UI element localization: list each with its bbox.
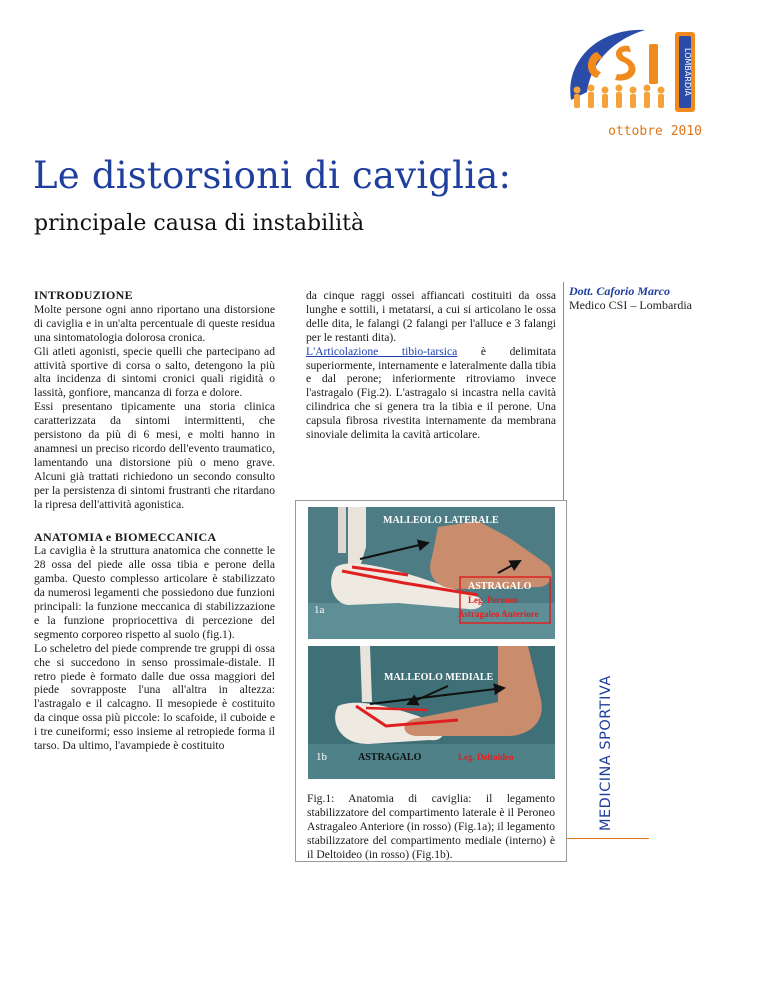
figure-1 bbox=[295, 500, 567, 862]
column2-paragraph-2-text: è delimitata superiormente, internamente e lateralmente dalla tibia e dal perone; inferiormente ritroviamo invece l'astragalo (Fig.2). L'astragalo si incastra nella cavità cilindrica che si genera tra la tibia e il perone. Una capsula fibrosa rivestita internamente da membrana sinoviale delimita la cavità articolare. bbox=[306, 344, 556, 442]
column2-paragraph-1: da cinque raggi ossei affiancati costituiti da ossa lunghe e sottili, i metatarsi, a cui si articolano le ossa delle dita, le falangi (2 falangi per l'alluce e 3 falangi per le restanti dita). bbox=[306, 289, 556, 344]
label-medial-malleolus: MALLEOLO MEDIALE bbox=[384, 672, 494, 683]
anatomy-paragraph-2: Lo scheletro del piede comprende tre gruppi di ossa che si succedono in senso prossimale-distale. Il retro piede è formato dalle due ossa maggiori del piede sovrapposte l'una all'altra in altezza: l'astragalo e il calcagno. Il mesopiede è costituito da cinque ossa più piccole: lo scafoide, il cuboide e i tre cuneiformi; esso insieme al retropiede forma il tarso. Da ultimo, l'avampiede è costituito bbox=[34, 641, 275, 753]
intro-paragraph-2: Gli atleti agonisti, specie quelli che partecipano ad attività sportive di corsa o salto, detengono la più alta incidenza di sintomi cronici quali rigidità o lassità, gonfiore, mancanza di forza e dolore. bbox=[34, 344, 275, 400]
section-label: MEDICINA SPORTIVA bbox=[598, 675, 614, 831]
label-astragalo-b: ASTRAGALO bbox=[358, 752, 422, 763]
section-heading-anatomy: ANATOMIA e BIOMECCANICA bbox=[34, 529, 217, 544]
page-title: Le distorsioni di caviglia: bbox=[33, 154, 512, 197]
label-ligament-a-2: Astragaleo Anteriore bbox=[458, 609, 539, 619]
column2-paragraph-2 bbox=[306, 345, 556, 442]
section-heading-intro: INTRODUZIONE bbox=[34, 288, 133, 302]
author-role: Medico CSI – Lombardia bbox=[569, 298, 692, 312]
sidebar-divider-bottom bbox=[563, 838, 649, 839]
author-info bbox=[569, 284, 749, 312]
article-column-2 bbox=[306, 289, 556, 442]
label-ligament-b: Leg. Deltoideo bbox=[458, 752, 514, 762]
page-subtitle: principale causa di instabilità bbox=[34, 211, 365, 236]
logo-subtext: LOMBARDIA bbox=[683, 48, 692, 96]
tibiotarsal-joint-link[interactable]: L'Articolazione tibio-tarsica bbox=[306, 344, 458, 358]
figure-1a-photo bbox=[308, 507, 555, 639]
author-name: Dott. Caforio Marco bbox=[569, 284, 671, 298]
figure-caption: Fig.1: Anatomia di caviglia: il legamento stabilizzatore del compartimento laterale è il Peroneo Astragaleo Anteriore (in rosso) (Fig.1a); il legamento stabilizzatore del compartimento mediale (interno) è il Deltoideo (in rosso) (Fig.1b). bbox=[307, 792, 555, 861]
figure-1a-tag: 1a bbox=[314, 604, 325, 616]
issue-date: ottobre 2010 bbox=[608, 124, 702, 139]
intro-paragraph-1: Molte persone ogni anno riportano una distorsione di caviglia e in un'alta percentuale di queste residua una sintomatologia dolorosa cronica. bbox=[34, 302, 275, 344]
label-ligament-a-1: Leg. Peroneo bbox=[468, 595, 519, 605]
anatomy-paragraph-1: La caviglia è la struttura anatomica che connette le 28 ossa del piede alle ossa tibia e perone della gamba. Questo complesso articolare è stabilizzato da numerosi legamenti che possiedono due funzioni principali: la funzione meccanica di stabilizzazione e la funzione propriocettiva di percezione del segmento corporeo rispetto al suolo (fig.1). bbox=[34, 544, 275, 641]
label-astragalo-a: ASTRAGALO bbox=[468, 581, 532, 592]
figure-1b-photo bbox=[308, 646, 555, 779]
article-column-1 bbox=[34, 289, 275, 753]
label-lateral-malleolus: MALLEOLO LATERALE bbox=[383, 515, 499, 526]
figure-1b-tag: 1b bbox=[316, 751, 327, 763]
intro-paragraph-3: Essi presentano tipicamente una storia clinica caratterizzata da sintomi intermittenti, che persistono da più di 6 mesi, e molti hanno in anamnesi un preciso ricordo dell'evento traumatico, lamentando una distorsione più o meno grave. Alcuni già trattati richiedono un secondo consulto per la persistenza di sintomi frustranti che ritardano la ripresa dell'attività agonistica. bbox=[34, 400, 275, 511]
csi-lombardia-logo bbox=[557, 22, 707, 120]
